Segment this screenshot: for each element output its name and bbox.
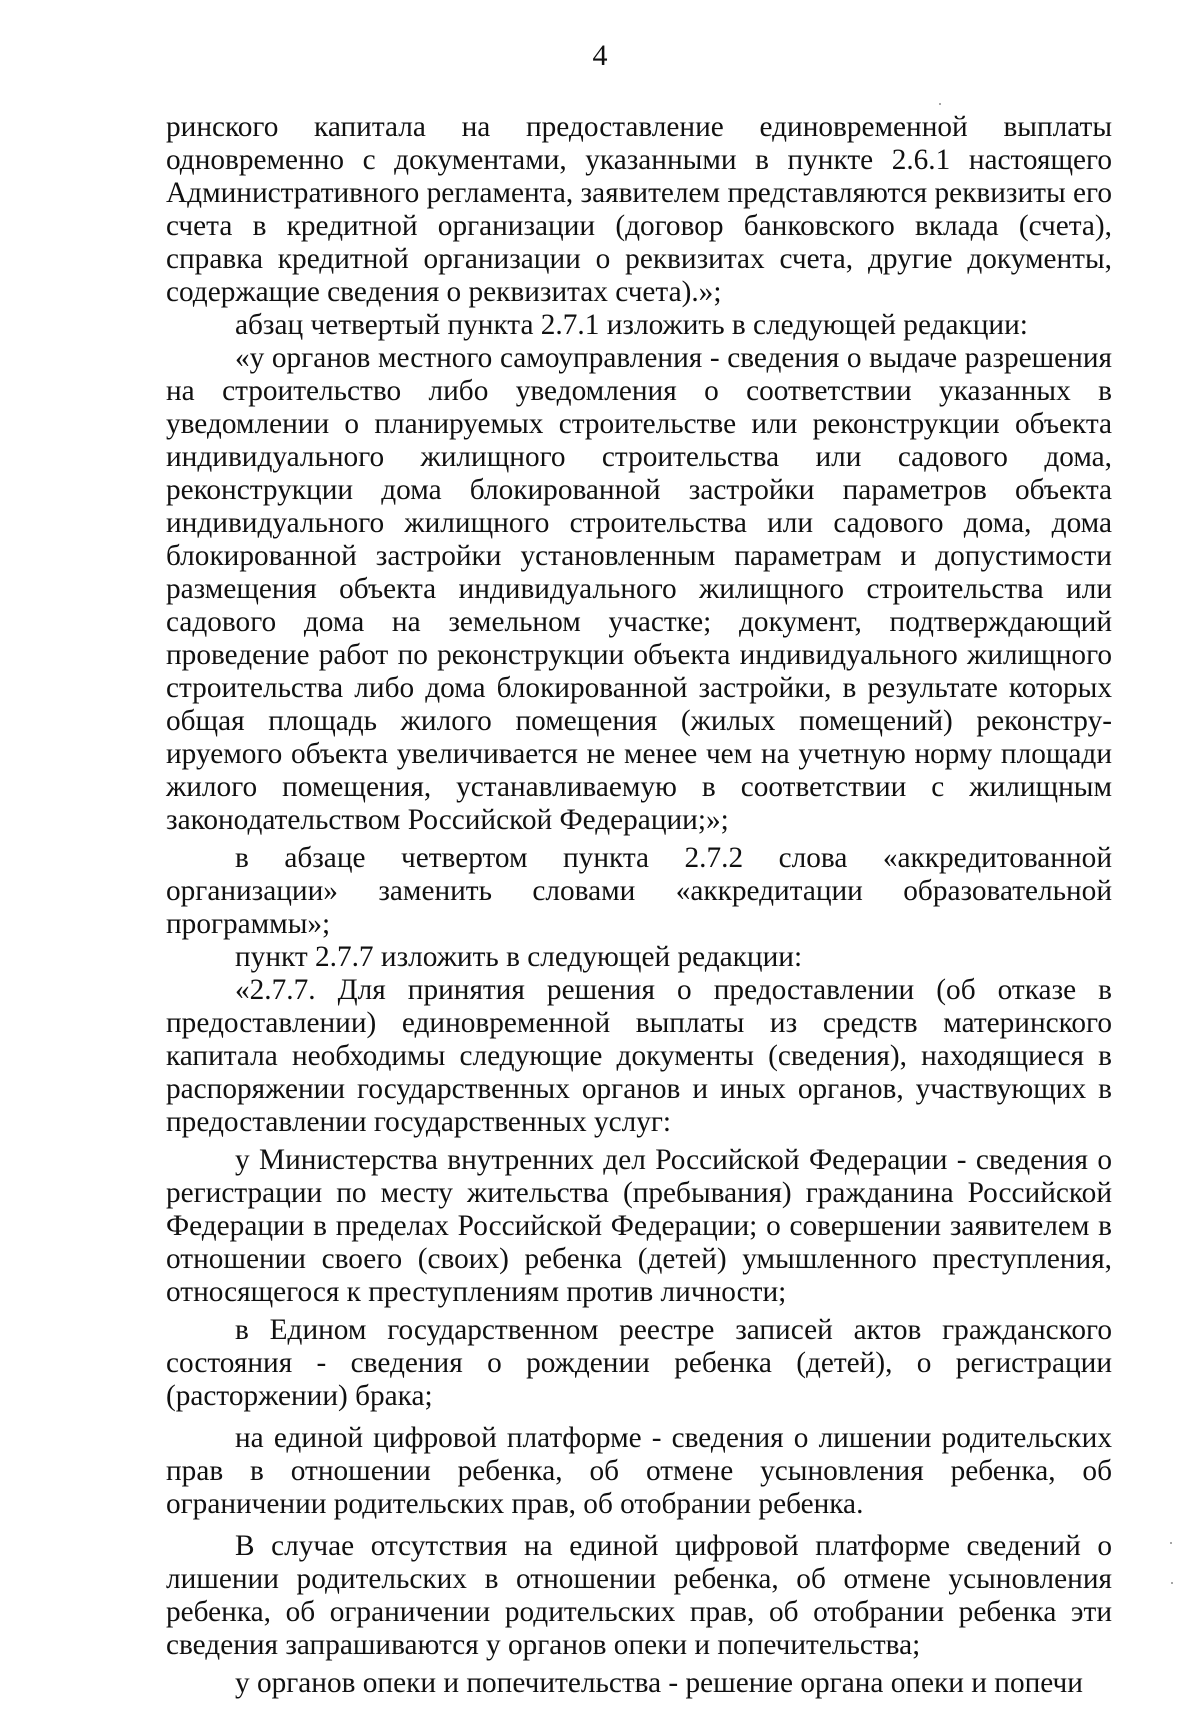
scan-speck (1171, 1582, 1173, 1584)
paragraph-interior-ministry: у Министерства внутренних дел Российской Федерации - сведения о регистрации по месту жительства (пребывания) гражданина Российской Федерации в пределах Российской Федерации; о совершении заявителем в отношении своего (своих) ребенка (детей) умышленного преступления, относящегося к преступлениям против личности; (166, 1144, 1112, 1308)
scan-speck (939, 103, 941, 105)
document-body (166, 111, 1112, 1700)
paragraph-guardianship: у органов опеки и попечительства - решение органа опеки и попечи (235, 1667, 1083, 1699)
paragraph-amend-2-7-2: в абзаце четвертом пункта 2.7.2 слова «аккредитованной организации» заменить словами «аккредитации образовательной программы»; (166, 842, 1112, 940)
paragraph-2-7-7-text: «2.7.7. Для принятия решения о предоставлении (об отказе в предоставлении) единовременной выплаты из средств материнского капитала необходимы следующие документы (сведения), находящиеся в распоряжении государственных органов и иных органов, участвующих в предоставлении государственных услуг: (166, 974, 1112, 1138)
scan-speck (1170, 1542, 1172, 1544)
page-number: 4 (592, 39, 608, 72)
paragraph-absence-of-data: В случае отсутствия на единой цифровой платформе сведений о лишении родительских в отношении ребенка, об отмене усыновления ребенка, об ограничении родительских прав, об отобрании ребенка эти сведения запрашиваются у органов опеки и попечительства; (166, 1530, 1112, 1661)
paragraph-continuation: ринского капитала на предоставление единовременной выплаты одновременно с документами, указанными в пункте 2.6.1 настоящего Административного регламента, заявителем представляются реквизиты его счета в кредитной организации (договор банковского вклада (счета), справка кредитной организации о реквизитах счета, другие документы, содержащие сведения о реквизитах счета).»; (166, 111, 1112, 308)
paragraph-amend-2-7-7: пункт 2.7.7 изложить в следующей редакции: (235, 941, 803, 973)
paragraph-civil-registry: в Едином государственном реестре записей актов гражданского состояния - сведения о рождении ребенка (детей), о регистрации (расторжении) брака; (166, 1314, 1112, 1412)
paragraph-digital-platform: на единой цифровой платформе - сведения о лишении родительских прав в отношении ребенка, об отмене усыновления ребенка, об ограничении родительских прав, об отобрании ребенка. (166, 1422, 1112, 1520)
paragraph-local-government: «у органов местного самоуправления - сведения о выдаче разрешения на строительство либо уведомления о соответствии указанных в уведомлении о планируемых строительстве или реконструкции объекта индивидуального жилищного строительства или садового дома, реконструкции дома блокированной застройки параметров объекта индивидуального жилищного строительства или садового дома, дома блокированной застройки установленным параметрам и допустимости размещения объекта индивидуального жилищного строительства или садового дома на земельном участке; документ, подтверждающий проведение работ по реконструкции объекта индивидуального жилищного строительства либо дома блокированной застройки, в результате которых общая площадь жилого помещения (жилых помещений) реконструируемого объекта увеличивается не менее чем на учетную норму площади жилого помещения, устанавливаемую в соответствии с жилищным законодательством Российской Федерации;»; (166, 342, 1112, 836)
paragraph-amend-2-7-1: абзац четвертый пункта 2.7.1 изложить в следующей редакции: (235, 309, 1028, 341)
